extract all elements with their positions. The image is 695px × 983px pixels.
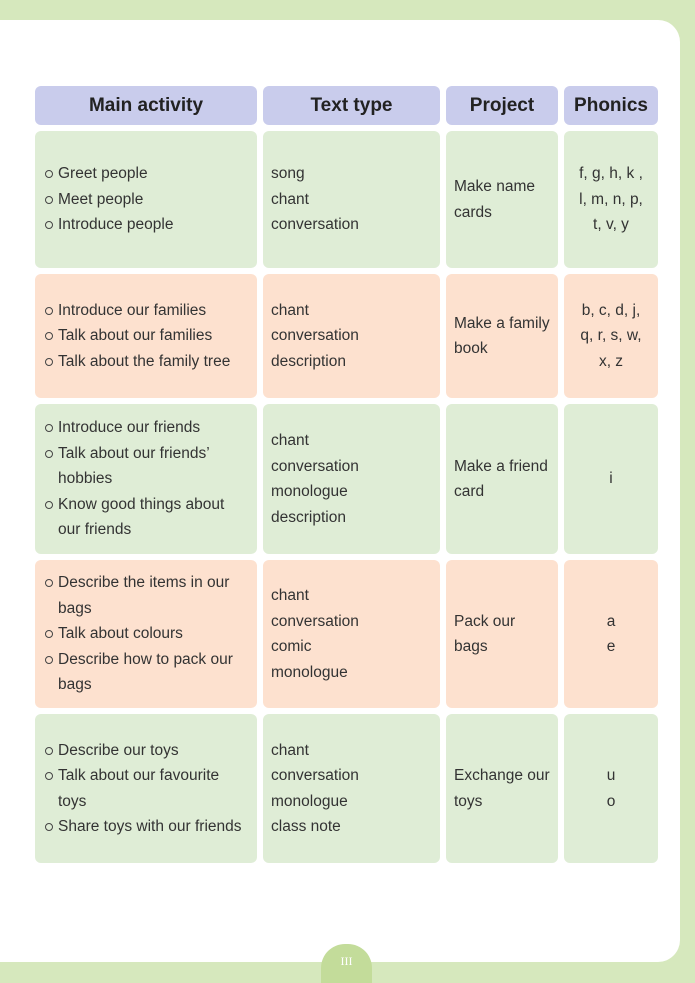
- bullet-icon: [45, 579, 53, 587]
- header-text-type: Text type: [263, 86, 440, 125]
- phonics-line: e: [606, 638, 616, 655]
- bullet-icon: [45, 823, 53, 831]
- activity-item: Know good things about our friends: [43, 492, 249, 543]
- text-type-cell: [263, 404, 440, 554]
- bullet-icon: [45, 170, 53, 178]
- activity-item: Introduce people: [43, 212, 249, 238]
- main-activity-cell: [35, 404, 257, 554]
- bullet-icon: [45, 196, 53, 204]
- header-phonics: Phonics: [564, 86, 658, 125]
- project-line: Make a friend: [454, 457, 548, 475]
- text-type-item: conversation: [271, 327, 359, 345]
- text-type-item: chant: [271, 190, 309, 208]
- activity-item: Introduce our friends: [43, 415, 249, 441]
- phonics-cell: [564, 274, 658, 398]
- text-type-cell: [263, 131, 440, 268]
- main-activity-cell: [35, 131, 257, 268]
- activity-item: Introduce our families: [43, 298, 249, 324]
- text-type-item: monologue: [271, 483, 348, 500]
- project-line: Pack our bags: [454, 612, 516, 655]
- text-type-item: description: [271, 352, 346, 370]
- bullet-icon: [45, 307, 53, 315]
- text-type-cell: [263, 560, 440, 708]
- text-type-item: conversation: [271, 457, 359, 475]
- bullet-icon: [45, 656, 53, 664]
- phonics-line: l, m, n, p,: [579, 190, 643, 208]
- phonics-line: x, z: [598, 352, 624, 370]
- header-main-activity: Main activity: [35, 86, 257, 125]
- page-number: III: [340, 954, 353, 968]
- project-cell: [446, 131, 558, 268]
- project-line: card: [454, 483, 485, 500]
- project-line: Make a family: [454, 314, 550, 332]
- bullet-icon: [45, 424, 53, 432]
- text-type-item: monologue: [271, 663, 348, 681]
- activity-item: Talk about colours: [43, 621, 249, 647]
- header-project: Project: [446, 86, 558, 125]
- project-line: cards: [454, 203, 492, 221]
- phonics-cell: [564, 404, 658, 554]
- main-activity-cell: [35, 714, 257, 863]
- text-type-item: chant: [271, 741, 309, 759]
- phonics-line: u: [606, 767, 616, 784]
- text-type-item: song: [271, 165, 305, 183]
- text-type-item: chant: [271, 301, 309, 319]
- bullet-icon: [45, 450, 53, 458]
- project-cell: [446, 404, 558, 554]
- phonics-line: t, v, y: [593, 216, 629, 234]
- activity-item: Describe the items in our bags: [43, 570, 249, 621]
- phonics-cell: [564, 560, 658, 708]
- text-type-item: conversation: [271, 216, 359, 234]
- main-activity-cell: [35, 274, 257, 398]
- phonics-cell: [564, 131, 658, 268]
- bullet-icon: [45, 630, 53, 638]
- project-line: Make name: [454, 178, 535, 195]
- project-line: toys: [454, 792, 483, 810]
- phonics-line: f, g, h, k ,: [579, 165, 643, 183]
- project-cell: [446, 714, 558, 863]
- text-type-item: conversation: [271, 612, 359, 630]
- activity-item: Share toys with our friends: [43, 814, 249, 840]
- phonics-cell: [564, 714, 658, 863]
- main-activity-cell: [35, 560, 257, 708]
- phonics-line: q, r, s, w,: [580, 327, 642, 345]
- text-type-item: chant: [271, 432, 309, 449]
- project-cell: [446, 274, 558, 398]
- phonics-line: o: [606, 792, 616, 810]
- activity-item: Meet people: [43, 187, 249, 213]
- text-type-item: class note: [271, 818, 341, 835]
- bullet-icon: [45, 747, 53, 755]
- activity-item: Talk about our favourite toys: [43, 763, 249, 814]
- text-type-cell: [263, 714, 440, 863]
- project-line: book: [454, 340, 488, 357]
- activity-item: Talk about our friends’ hobbies: [43, 441, 249, 492]
- activity-item: Describe how to pack our bags: [43, 647, 249, 698]
- phonics-line: i: [609, 470, 613, 488]
- project-cell: [446, 560, 558, 708]
- activity-item: Talk about the family tree: [43, 349, 249, 375]
- text-type-item: chant: [271, 587, 309, 604]
- text-type-item: description: [271, 508, 346, 526]
- text-type-item: comic: [271, 638, 312, 655]
- bullet-icon: [45, 221, 53, 229]
- phonics-line: b, c, d, j,: [581, 301, 641, 319]
- bullet-icon: [45, 358, 53, 366]
- bullet-icon: [45, 501, 53, 509]
- text-type-item: conversation: [271, 767, 359, 784]
- text-type-cell: [263, 274, 440, 398]
- text-type-item: monologue: [271, 792, 348, 810]
- project-line: Exchange our: [454, 767, 550, 784]
- syllabus-table: [35, 86, 658, 869]
- activity-item: Talk about our families: [43, 323, 249, 349]
- bullet-icon: [45, 332, 53, 340]
- phonics-line: a: [606, 612, 616, 630]
- activity-item: Describe our toys: [43, 738, 249, 764]
- activity-item: Greet people: [43, 161, 249, 187]
- bullet-icon: [45, 772, 53, 780]
